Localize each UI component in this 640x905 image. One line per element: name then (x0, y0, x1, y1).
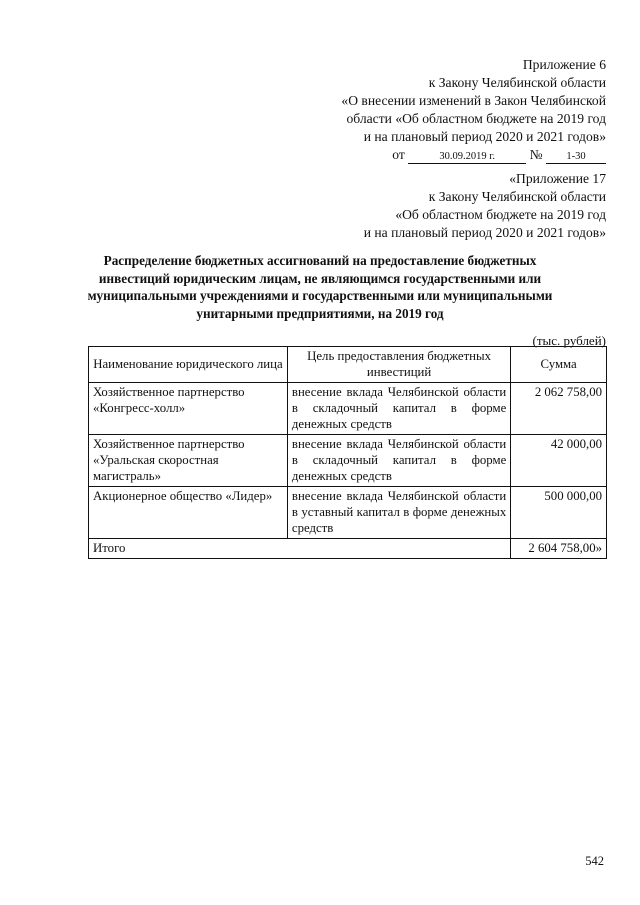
appendix-line-4: области «Об областном бюджете на 2019 год (346, 111, 606, 126)
header-name: Наименование юридического лица (89, 347, 288, 383)
table-row (89, 435, 607, 487)
row-sum: 42 000,00 (511, 435, 607, 487)
units-label: (тыс. рублей) (532, 333, 606, 348)
row-purpose: внесение вклада Челябинской области в складочный капитал в форме денежных средств (287, 435, 510, 487)
appendix-line-1: Приложение 6 (522, 57, 606, 72)
total-row (89, 539, 607, 559)
page-number: 542 (585, 854, 604, 868)
prev-appendix-line-4: и на плановый период 2020 и 2021 годов» (363, 225, 606, 240)
row-sum: 500 000,00 (511, 487, 607, 539)
number-prefix: № (529, 147, 543, 162)
row-name: Хозяйственное партнерство «Уральская скоростная магистраль» (89, 435, 288, 487)
prev-appendix-line-1: «Приложение 17 (509, 171, 606, 186)
date-value: 30.09.2019 г. (408, 150, 526, 164)
date-prefix: от (392, 147, 405, 162)
row-name: Хозяйственное партнерство «Конгресс-холл» (89, 383, 288, 435)
document-title: Распределение бюджетных ассигнований на предоставление бюджетных инвестиций юридическим лицам, не являющимся государственными или муниципальными учреждениями и государственными или муниципальными унитарными предприятиями, на 2019 год (87, 253, 553, 321)
table-row (89, 383, 607, 435)
row-purpose: внесение вклада Челябинской области в уставный капитал в форме денежных средств (287, 487, 510, 539)
appendix-date-number-line (341, 146, 606, 164)
appendix-line-2: к Закону Челябинской области (428, 75, 606, 90)
previous-appendix-header (364, 170, 606, 242)
row-purpose: внесение вклада Челябинской области в складочный капитал в форме денежных средств (287, 383, 510, 435)
prev-appendix-line-2: к Закону Челябинской области (428, 189, 606, 204)
appendix-line-5: и на плановый период 2020 и 2021 годов» (363, 129, 606, 144)
budget-table (88, 346, 607, 559)
appendix-header (341, 56, 606, 164)
total-sum: 2 604 758,00» (511, 539, 607, 559)
header-purpose: Цель предоставления бюджетных инвестиций (287, 347, 510, 383)
row-sum: 2 062 758,00 (511, 383, 607, 435)
header-sum: Сумма (511, 347, 607, 383)
row-name: Акционерное общество «Лидер» (89, 487, 288, 539)
table-row (89, 487, 607, 539)
total-label: Итого (89, 539, 511, 559)
prev-appendix-line-3: «Об областном бюджете на 2019 год (395, 207, 606, 222)
number-value: 1-30 (546, 150, 606, 164)
table-header-row (89, 347, 607, 383)
appendix-line-3: «О внесении изменений в Закон Челябинской (341, 93, 606, 108)
